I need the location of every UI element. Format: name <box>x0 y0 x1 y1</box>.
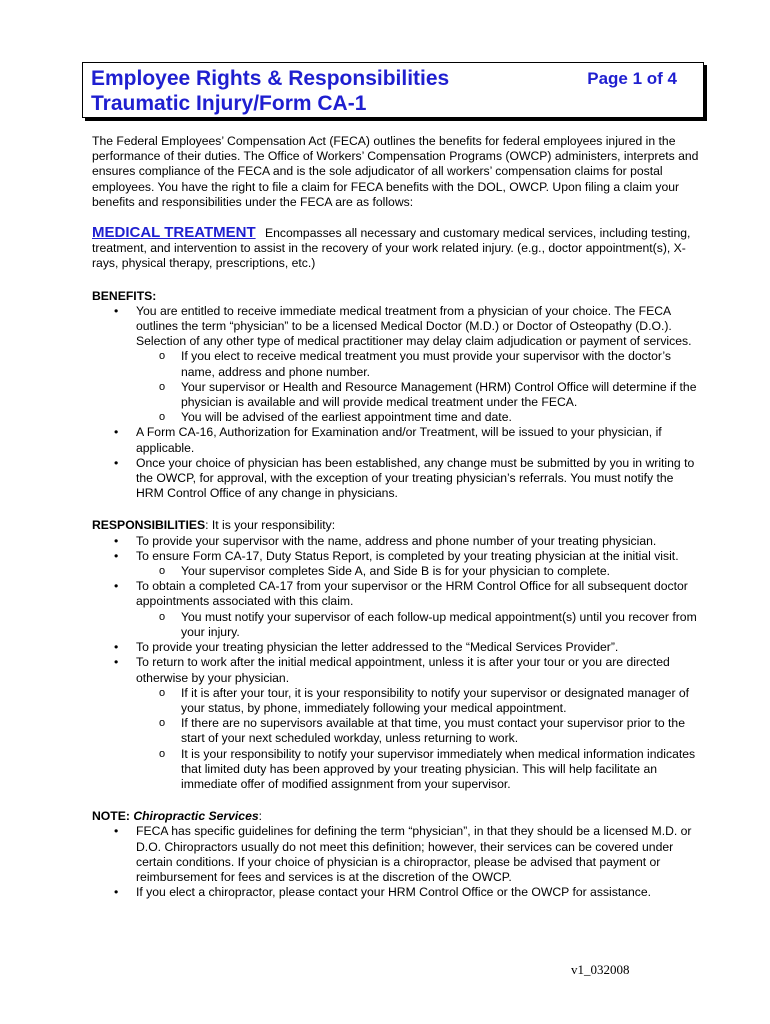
note-list <box>92 824 704 900</box>
responsibilities-section <box>92 518 704 792</box>
responsibilities-intro: : It is your responsibility: <box>205 518 336 533</box>
intro-paragraph: The Federal Employees’ Compensation Act (FECA) outlines the benefits for federal employees injured in the performance of their duties. The Office of Workers’ Compensation Programs (OWCP) administers, interprets and ensures compliance of the FECA and is the sole adjudicator of all workers’ compensation claims for postal employees. You have the right to file a claim for FECA benefits with the DOL, OWCP. Upon filing a claim your benefits and responsibilities under the FECA are as follows: <box>92 134 699 209</box>
title-line-1: Employee Rights & Responsibilities <box>91 67 450 90</box>
medical-treatment-text: Encompasses all necessary and customary medical services, including testing, treatment, and intervention to assist in the recovery of your work related injury. (e.g., doctor appointment(s), X-rays, physical therapy, prescriptions, etc.) <box>92 226 691 271</box>
benefits-list <box>92 304 704 502</box>
list-item <box>92 579 704 640</box>
sub-list-item: o It is your responsibility to notify your supervisor immediately when medical information indicates that limited duty has been approved by your treating physician. This will help facilitate an immediate offer of modified assignment from your supervisor. <box>136 747 704 793</box>
medical-treatment-heading: MEDICAL TREATMENT <box>92 224 256 242</box>
sub-list-item: o You must notify your supervisor of each follow-up medical appointment(s) until you recover from your injury. <box>136 610 704 640</box>
list-item: • To provide your supervisor with the name, address and phone number of your treating physician. <box>92 534 704 549</box>
list-item <box>92 304 704 426</box>
version-footer: v1_032008 <box>571 962 630 977</box>
sub-list <box>136 349 704 425</box>
title-line-2: Traumatic Injury/Form CA-1 <box>91 92 367 115</box>
list-item-text: To return to work after the initial medical appointment, unless it is after your tour or you are directed otherwise by your physician. <box>136 655 670 685</box>
note-section <box>92 809 704 900</box>
sub-list-item: o If it is after your tour, it is your responsibility to notify your supervisor or designated manager of your status, by phone, immediately following your medical appointment. <box>136 686 704 716</box>
note-label: NOTE: <box>92 809 130 824</box>
sub-list-item: o You will be advised of the earliest appointment time and date. <box>136 410 704 425</box>
sub-list-item: o If you elect to receive medical treatment you must provide your supervisor with the doctor’s name, address and phone number. <box>136 349 704 379</box>
list-item: • A Form CA-16, Authorization for Examination and/or Treatment, will be issued to your physician, if applicable. <box>92 425 704 455</box>
responsibilities-header <box>92 518 704 533</box>
sub-list-item: o If there are no supervisors available at that time, you must contact your supervisor prior to the start of your next scheduled workday, unless returning to work. <box>136 716 704 746</box>
list-item-text: You are entitled to receive immediate medical treatment from a physician of your choice. The FECA outlines the term “physician” to be a licensed Medical Doctor (M.D.) or Doctor of Osteopathy (D.O.). Selection of any other type of medical practitioner may delay claim adjudication or payment of services. <box>136 303 692 349</box>
benefits-section <box>92 289 704 502</box>
list-item-text: To obtain a completed CA-17 from your supervisor or the HRM Control Office for all subsequent doctor appointments associated with this claim. <box>136 579 688 609</box>
benefits-label: BENEFITS: <box>92 288 157 303</box>
sub-list <box>136 686 704 792</box>
sub-list-item: o Your supervisor or Health and Resource Management (HRM) Control Office will determine if the physician is available and will provide medical treatment under the FECA. <box>136 380 704 410</box>
sub-list <box>136 610 704 640</box>
page-number: Page 1 of 4 <box>587 69 677 88</box>
responsibilities-label: RESPONSIBILITIES <box>92 518 206 533</box>
document-body <box>92 134 704 917</box>
document-title <box>91 66 449 116</box>
sub-list-item: o Your supervisor completes Side A, and Side B is for your physician to complete. <box>136 564 704 579</box>
responsibilities-list <box>92 534 704 792</box>
header-box <box>82 62 704 118</box>
list-item-text: To ensure Form CA-17, Duty Status Report, is completed by your treating physician at the initial visit. <box>136 548 679 563</box>
list-item: • To provide your treating physician the letter addressed to the “Medical Services Provider”. <box>92 640 704 655</box>
list-item: • Once your choice of physician has been established, any change must be submitted by you in writing to the OWCP, for approval, with the exception of your treating physician’s referrals. You must notify the HRM Control Office of any change in physicians. <box>92 456 704 502</box>
list-item: • FECA has specific guidelines for defining the term “physician”, in that they should be a licensed M.D. or D.O. Chiropractors usually do not meet this definition; however, their services can be covered under certain conditions. If your choice of physician is a chiropractor, please be advised that payment or reimbursement for fees and services is at the discretion of the OWCP. <box>92 824 704 885</box>
sub-list <box>136 564 704 579</box>
medical-treatment-section <box>92 225 704 272</box>
list-item <box>92 655 704 792</box>
note-subject: Chiropractic Services <box>133 809 259 824</box>
note-heading <box>92 809 704 824</box>
list-item: • If you elect a chiropractor, please contact your HRM Control Office or the OWCP for assistance. <box>92 885 704 900</box>
note-colon: : <box>258 809 263 824</box>
list-item <box>92 549 704 579</box>
